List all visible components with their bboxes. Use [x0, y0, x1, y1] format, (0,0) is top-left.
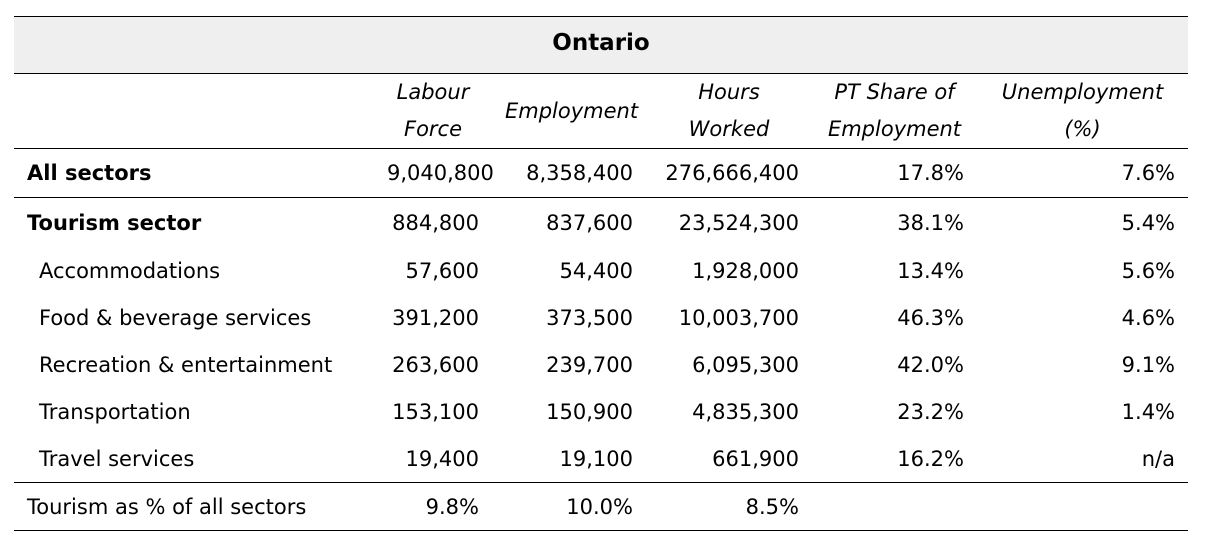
- table-row-travel-services: [14, 435, 1188, 483]
- row-label: Travel services: [14, 435, 374, 483]
- cell-pt-share: 46.3%: [897, 305, 964, 330]
- header-line: Employment: [505, 98, 639, 123]
- cell-labour-force: 19,400: [374, 435, 492, 483]
- table-row-all-sectors: [14, 149, 1188, 198]
- column-header-sector: [14, 74, 374, 149]
- cell-pt-share: [812, 483, 977, 531]
- cell-hours-worked: 661,900: [646, 435, 812, 483]
- cell-unemployment: 4.6%: [1121, 305, 1176, 330]
- row-label: Tourism sector: [27, 210, 202, 235]
- cell-labour-force: 9,040,800: [374, 149, 492, 198]
- row-label: Recreation & entertainment: [39, 352, 333, 377]
- column-header-employment: [492, 74, 646, 149]
- header-line: (%): [1064, 117, 1101, 141]
- cell-employment: 10.0%: [492, 483, 646, 531]
- cell-employment: 8,358,400: [492, 149, 646, 198]
- table-row-tourism-share: [14, 483, 1188, 531]
- cell-pt-share: 16.2%: [812, 435, 977, 483]
- cell-hours-worked: 10,003,700: [678, 305, 799, 330]
- cell-hours-worked: 6,095,300: [692, 352, 799, 377]
- header-line: PT Share of: [834, 80, 955, 104]
- column-header-row: [14, 74, 1188, 149]
- cell-pt-share: 17.8%: [812, 149, 977, 198]
- cell-hours-worked: 23,524,300: [678, 210, 799, 235]
- cell-labour-force: 153,100: [392, 399, 479, 424]
- cell-hours-worked: 4,835,300: [692, 399, 799, 424]
- row-label: Accommodations: [39, 258, 221, 283]
- header-line: Force: [403, 117, 463, 141]
- header-line: Labour: [396, 80, 470, 104]
- cell-employment: 837,600: [546, 210, 633, 235]
- row-label: Tourism as % of all sectors: [14, 483, 374, 531]
- cell-labour-force: 391,200: [392, 305, 479, 330]
- row-label: Food & beverage services: [39, 305, 312, 330]
- header-line: Employment: [827, 117, 962, 141]
- column-header-pt-share: [812, 74, 977, 149]
- cell-unemployment: 7.6%: [977, 149, 1188, 198]
- row-label: Transportation: [39, 399, 191, 424]
- cell-labour-force: 57,600: [405, 258, 479, 283]
- header-line: Worked: [688, 117, 770, 141]
- header-line: Hours: [698, 80, 760, 104]
- cell-pt-share: 38.1%: [897, 210, 964, 235]
- cell-labour-force: 9.8%: [374, 483, 492, 531]
- table-title: Ontario: [14, 17, 1188, 74]
- cell-employment: 19,100: [492, 435, 646, 483]
- cell-unemployment: [977, 483, 1188, 531]
- column-header-hours-worked: [646, 74, 812, 149]
- header-line: Unemployment: [1001, 80, 1164, 104]
- cell-unemployment: 5.4%: [1121, 210, 1176, 235]
- column-header-unemployment: [977, 74, 1188, 149]
- cell-employment: 373,500: [546, 305, 633, 330]
- cell-unemployment: 9.1%: [1121, 352, 1176, 377]
- cell-hours-worked: 8.5%: [646, 483, 812, 531]
- cell-employment: 54,400: [559, 258, 633, 283]
- cell-hours-worked: 276,666,400: [646, 149, 812, 198]
- cell-employment: 239,700: [546, 352, 633, 377]
- ontario-tourism-table-container: [14, 16, 1188, 531]
- table-row-recreation-entertainment: [14, 341, 1188, 388]
- cell-unemployment: 1.4%: [1121, 399, 1176, 424]
- cell-pt-share: 42.0%: [897, 352, 964, 377]
- cell-unemployment: n/a: [977, 435, 1188, 483]
- table-row-food-beverage: [14, 294, 1188, 341]
- table-row-tourism-sector: [14, 198, 1188, 248]
- ontario-tourism-table: [14, 16, 1188, 531]
- cell-pt-share: 13.4%: [897, 258, 964, 283]
- cell-employment: 150,900: [546, 399, 633, 424]
- cell-unemployment: 5.6%: [1121, 258, 1176, 283]
- cell-pt-share: 23.2%: [897, 399, 964, 424]
- table-row-accommodations: [14, 247, 1188, 294]
- cell-labour-force: 263,600: [392, 352, 479, 377]
- cell-hours-worked: 1,928,000: [692, 258, 799, 283]
- table-row-transportation: [14, 388, 1188, 435]
- cell-labour-force: 884,800: [392, 210, 479, 235]
- table-title-row: [14, 17, 1188, 74]
- row-label: All sectors: [14, 149, 374, 198]
- column-header-labour-force: [374, 74, 492, 149]
